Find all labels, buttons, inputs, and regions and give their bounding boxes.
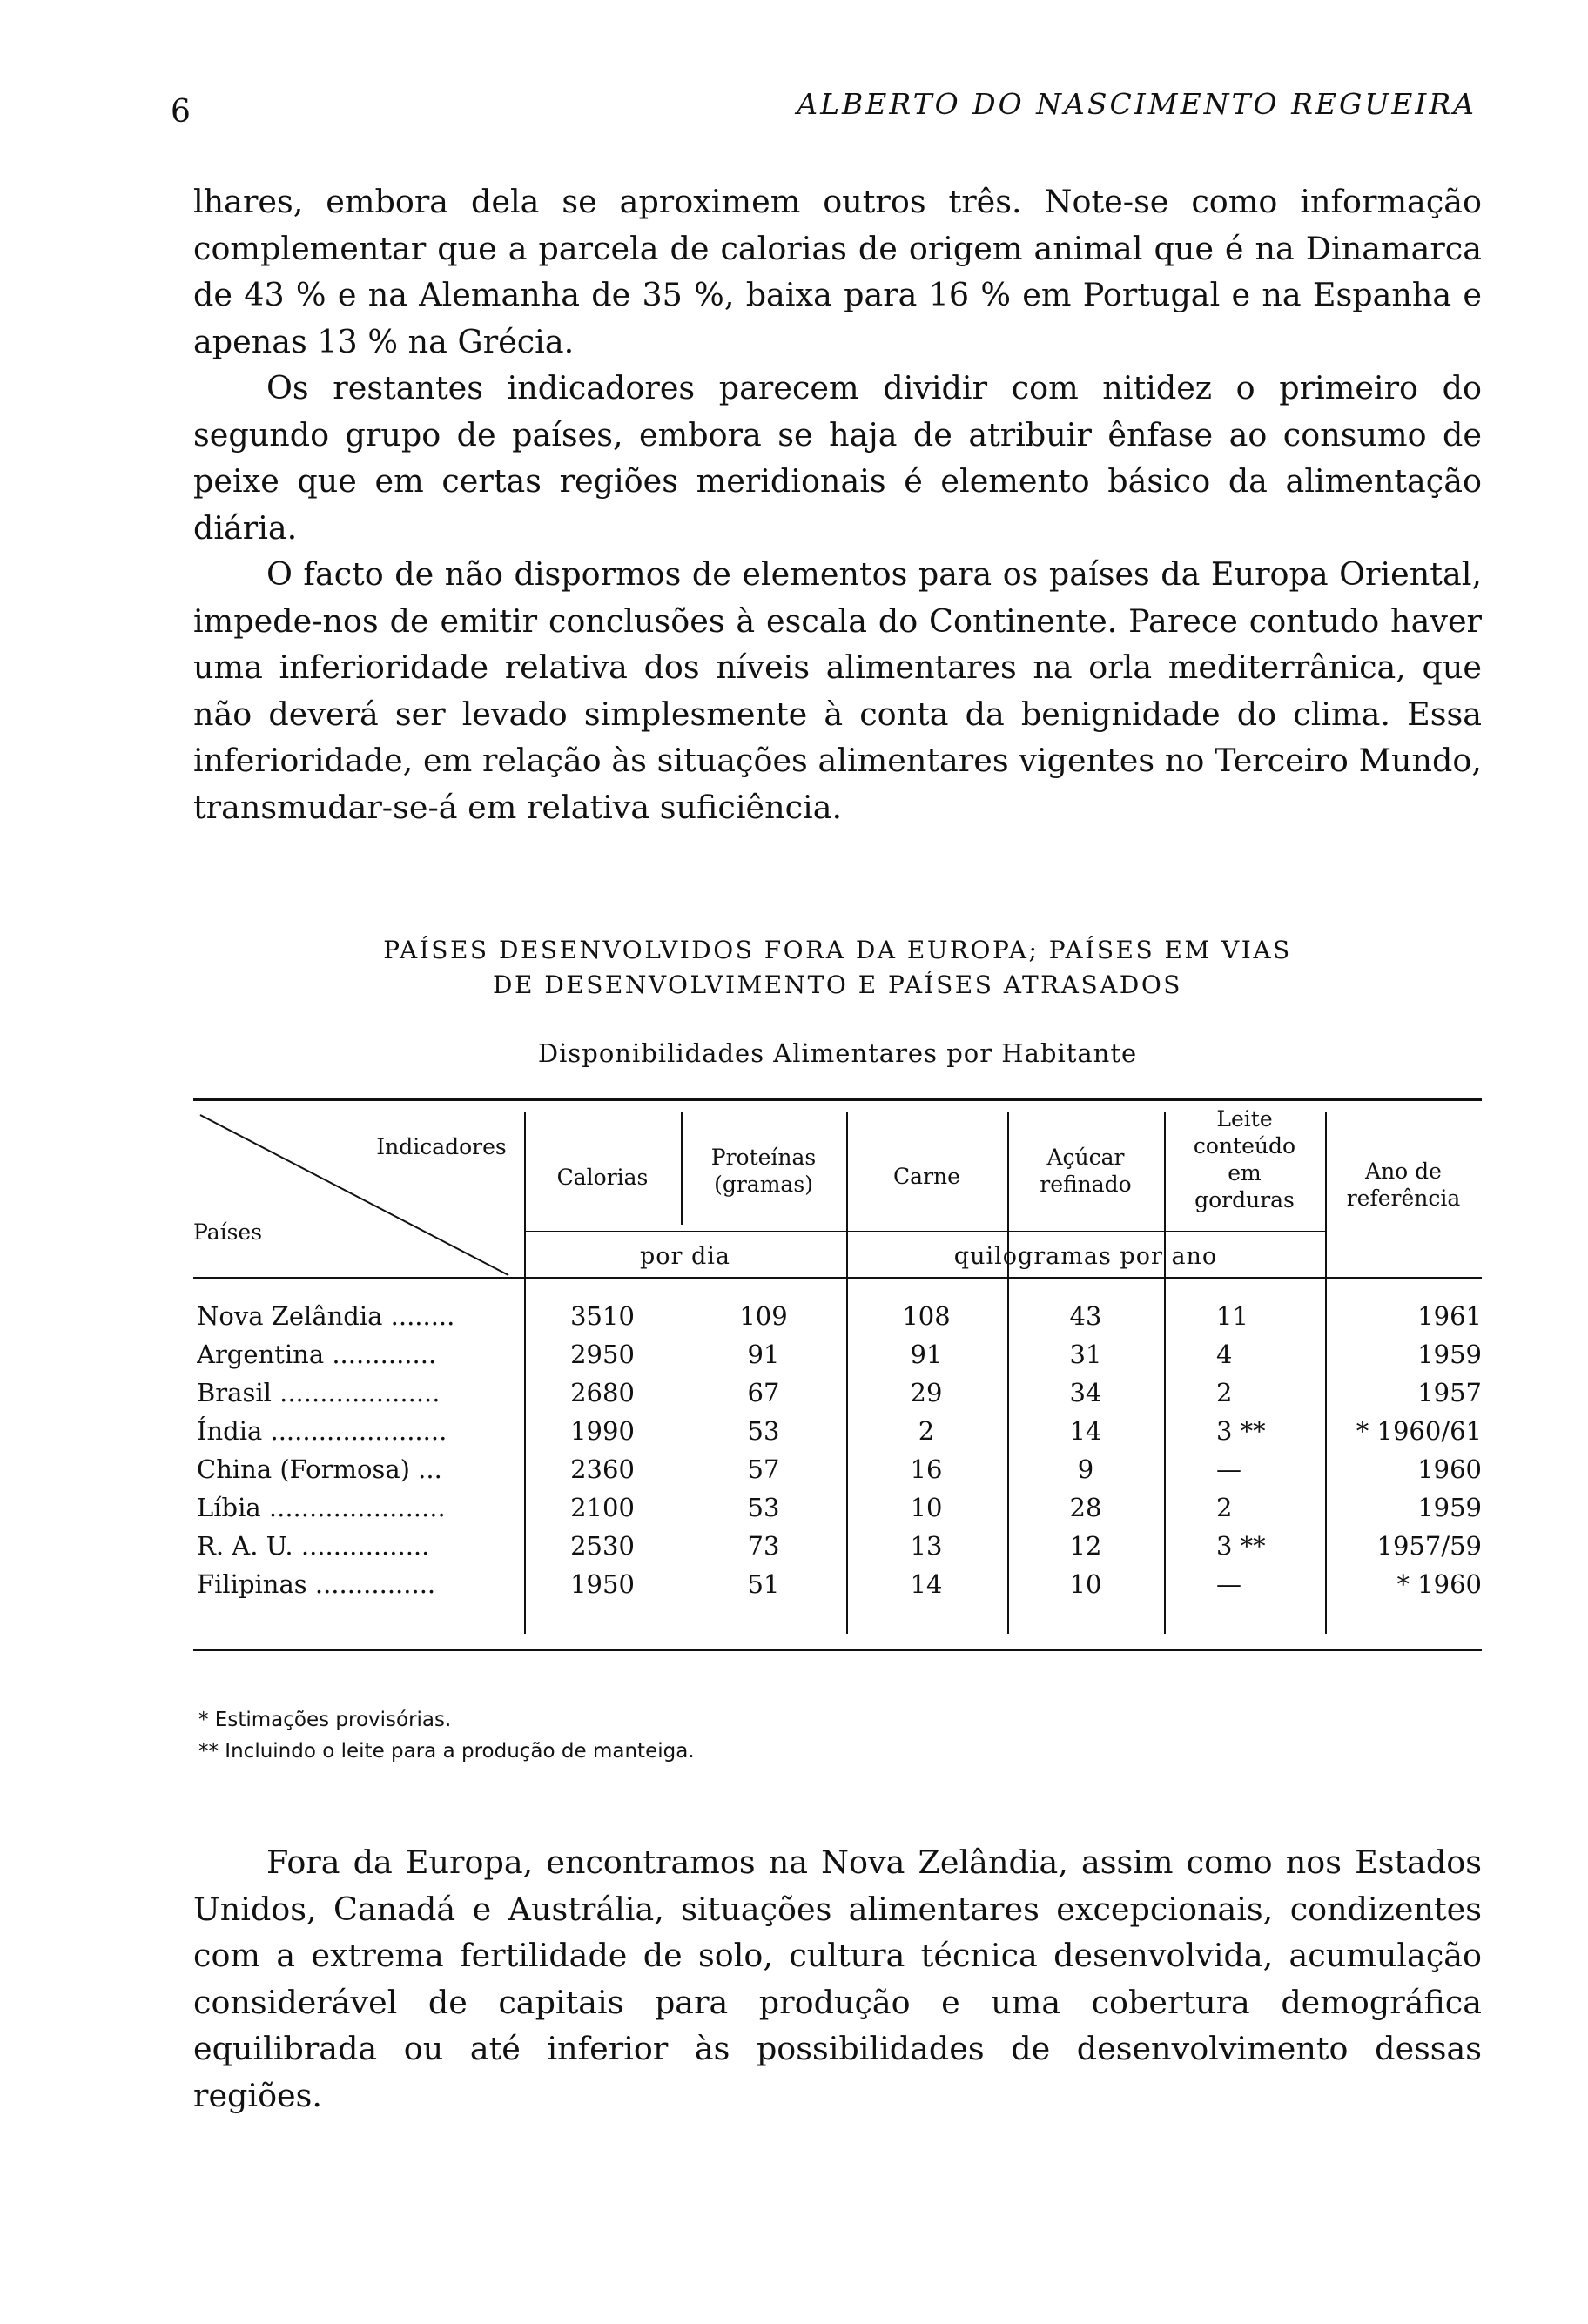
table-row — [193, 1450, 1482, 1488]
table-row — [193, 1374, 1482, 1412]
cell-leite: — — [1216, 1454, 1241, 1484]
header-bottom-rule — [193, 1277, 1482, 1279]
footnote-2: ** Incluindo o leite para a produção de manteiga. — [198, 1740, 695, 1763]
header-leite-line-1: Leite — [1216, 1106, 1273, 1132]
cell-pais: Argentina ............. — [197, 1340, 437, 1369]
cell-calorias: 2100 — [570, 1493, 635, 1522]
cell-proteinas: 67 — [747, 1378, 780, 1407]
table-title-line-2: DE DESENVOLVIMENTO E PAÍSES ATRASADOS — [493, 971, 1182, 999]
table-row — [193, 1488, 1482, 1527]
cell-acucar: 14 — [1069, 1416, 1102, 1446]
cell-carne: 10 — [910, 1493, 943, 1522]
footnote-1: * Estimações provisórias. — [198, 1709, 452, 1731]
cell-ano: * 1960 — [1396, 1569, 1482, 1599]
cell-leite: 4 — [1216, 1340, 1233, 1369]
cell-acucar: 10 — [1069, 1569, 1102, 1599]
cell-pais: Brasil .................... — [197, 1378, 441, 1407]
cell-pais: Índia ...................... — [197, 1416, 447, 1446]
table-row — [193, 1297, 1482, 1335]
cell-leite: 11 — [1216, 1301, 1248, 1331]
cell-calorias: 2360 — [570, 1454, 635, 1484]
paragraph-3: O facto de não dispormos de elementos para os países da Europa Oriental, impede-nos de emitir conclusões à escala do Continente. Parece contudo haver uma inferioridade relativa dos níveis alimentares na orla mediterrânica, que não deverá ser levado simplesmente à conta da benignidade do clima. Essa inferioridade, em relação às situações alimentares vigentes no Terceiro Mundo, transmudar-se-á em relativa suficiência. — [193, 555, 1482, 826]
cell-carne: 91 — [910, 1340, 943, 1369]
corner-top-label: Indicadores — [376, 1134, 507, 1159]
cell-proteinas: 73 — [747, 1531, 780, 1561]
table-row — [193, 1412, 1482, 1450]
unit-por-dia: por dia — [639, 1243, 731, 1270]
table-top-rule — [193, 1098, 1482, 1101]
cell-acucar: 43 — [1069, 1301, 1102, 1331]
cell-proteinas: 53 — [747, 1493, 780, 1522]
header-ano-line-2: referência — [1346, 1186, 1461, 1211]
cell-pais: China (Formosa) ... — [197, 1454, 442, 1484]
cell-proteinas: 51 — [747, 1569, 780, 1599]
cell-leite: 3 ** — [1216, 1531, 1266, 1561]
cell-ano: 1957/59 — [1376, 1531, 1482, 1561]
header-acucar — [1007, 1144, 1164, 1198]
cell-pais: Filipinas ............... — [197, 1569, 436, 1599]
cell-carne: 13 — [910, 1531, 943, 1561]
cell-ano: 1960 — [1417, 1454, 1482, 1484]
header-ano-line-1: Ano de — [1365, 1159, 1442, 1184]
paragraph-4: Fora da Europa, encontramos na Nova Zelândia, assim como nos Estados Unidos, Canadá e Austrália, situações alimentares excepcionais, condizentes com a extrema fertilidade de solo, cultura técnica desenvolvida, acumulação considerável de capitais para produção e uma cobertura demográfica equilibrada ou até inferior às possibilidades de desenvolvimento dessas regiões. — [193, 1844, 1482, 2114]
header-leite-line-3: em — [1228, 1160, 1262, 1186]
paragraph-1: lhares, embora dela se aproximem outros três. Note-se como informação complementar que a parcela de calorias de origem animal que é na Dinamarca de 43 % e na Alemanha de 35 %, baixa para 16 % em Portugal e na Espanha e apenas 13 % na Grécia. — [193, 183, 1482, 360]
cell-leite: — — [1216, 1569, 1241, 1599]
header-ano — [1325, 1158, 1482, 1212]
body-text-top — [193, 178, 1482, 830]
cell-acucar: 28 — [1069, 1493, 1102, 1522]
table-title — [193, 933, 1482, 1003]
body-text-bottom — [193, 1839, 1482, 2119]
cell-carne: 108 — [902, 1301, 951, 1331]
cell-calorias: 1990 — [570, 1416, 635, 1446]
table-row — [193, 1335, 1482, 1374]
table-row — [193, 1565, 1482, 1603]
cell-calorias: 3510 — [570, 1301, 635, 1331]
header-leite-line-2: conteúdo — [1193, 1133, 1296, 1159]
header-proteinas-line-2: (gramas) — [714, 1172, 813, 1197]
cell-pais: Nova Zelândia ........ — [197, 1301, 455, 1331]
header-carne: Carne — [893, 1164, 960, 1189]
cell-pais: Líbia ...................... — [197, 1493, 446, 1522]
cell-ano: 1959 — [1417, 1493, 1482, 1522]
header-leite-line-4: gorduras — [1194, 1187, 1295, 1212]
header-acucar-line-1: Açúcar — [1046, 1145, 1125, 1170]
cell-ano: 1957 — [1417, 1378, 1482, 1407]
unit-rule — [524, 1231, 1325, 1232]
table-subtitle: Disponibilidades Alimentares por Habitante — [537, 1038, 1138, 1068]
cell-acucar: 12 — [1069, 1531, 1102, 1561]
header-proteinas-line-1: Proteínas — [710, 1145, 817, 1170]
cell-calorias: 2680 — [570, 1378, 635, 1407]
page-number: 6 — [171, 94, 191, 130]
cell-pais: R. A. U. ................ — [197, 1531, 430, 1561]
cell-proteinas: 91 — [747, 1340, 780, 1369]
cell-proteinas: 53 — [747, 1416, 780, 1446]
header-leite — [1164, 1105, 1325, 1213]
cell-ano: 1961 — [1417, 1301, 1482, 1331]
table-row — [193, 1527, 1482, 1565]
corner-bottom-label: Países — [193, 1219, 263, 1245]
cell-acucar: 9 — [1077, 1454, 1094, 1484]
table-body — [193, 1297, 1482, 1645]
cell-leite: 3 ** — [1216, 1416, 1266, 1446]
cell-leite: 2 — [1216, 1378, 1233, 1407]
unit-quilogramas-por-ano: quilogramas por ano — [953, 1243, 1218, 1270]
header-proteinas — [681, 1144, 846, 1198]
cell-acucar: 31 — [1069, 1340, 1102, 1369]
cell-ano: 1959 — [1417, 1340, 1482, 1369]
cell-carne: 14 — [910, 1569, 943, 1599]
header-acucar-line-2: refinado — [1040, 1172, 1132, 1197]
data-table — [193, 1098, 1482, 1677]
running-head: ALBERTO DO NASCIMENTO REGUEIRA — [797, 87, 1477, 121]
table-footnotes — [198, 1704, 695, 1767]
cell-calorias: 2530 — [570, 1531, 635, 1561]
table-bottom-rule — [193, 1649, 1482, 1651]
cell-proteinas: 109 — [739, 1301, 788, 1331]
cell-calorias: 1950 — [570, 1569, 635, 1599]
cell-proteinas: 57 — [747, 1454, 780, 1484]
cell-leite: 2 — [1216, 1493, 1233, 1522]
cell-carne: 16 — [910, 1454, 943, 1484]
cell-ano: * 1960/61 — [1356, 1416, 1482, 1446]
paragraph-2: Os restantes indicadores parecem dividir com nitidez o primeiro do segundo grupo de países, embora se haja de atribuir ênfase ao consumo de peixe que em certas regiões meridionais é elemento básico da alimentação diária. — [193, 369, 1482, 547]
cell-acucar: 34 — [1069, 1378, 1102, 1407]
cell-calorias: 2950 — [570, 1340, 635, 1369]
table-title-line-1: PAÍSES DESENVOLVIDOS FORA DA EUROPA; PAÍSES EM VIAS — [383, 936, 1292, 964]
cell-carne: 2 — [918, 1416, 935, 1446]
cell-carne: 29 — [910, 1378, 943, 1407]
header-calorias: Calorias — [556, 1165, 649, 1190]
